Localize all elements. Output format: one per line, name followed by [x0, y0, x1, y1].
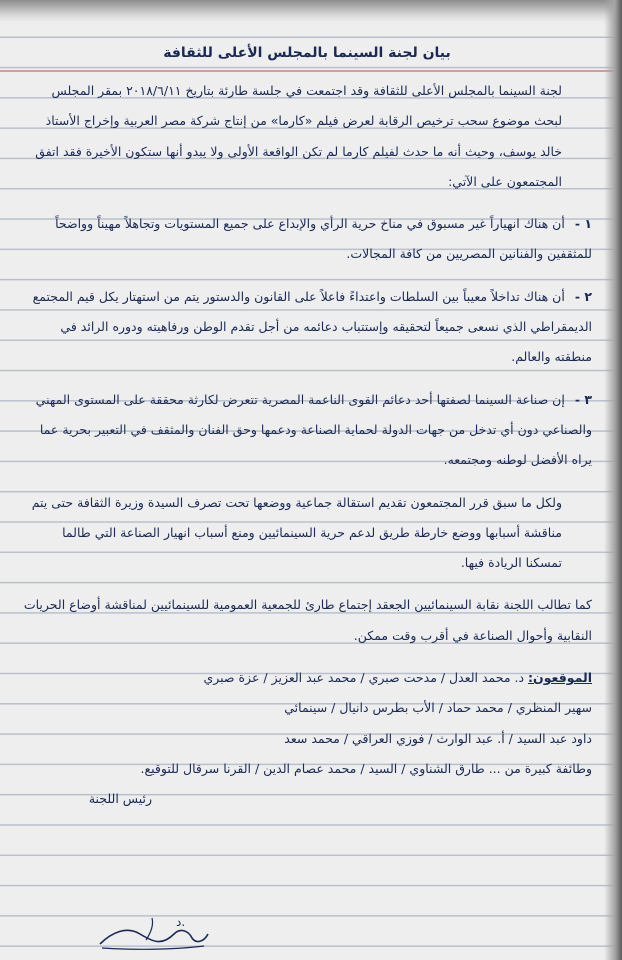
signers-line-2: سهير المنظري / محمد حماد / الأب بطرس دانيال / سينمائي	[284, 700, 592, 716]
signers-label: الموقعون:	[528, 670, 592, 686]
signature-prefix: د.	[176, 915, 186, 929]
handwritten-signature	[92, 904, 212, 954]
item-3-text: إن صناعة السينما لصفتها أحد دعائم القوى الناعمة المصرية تتعرض لكارثة محققة على المستوى المهني والصناعي دون أي تدخل من جهات الدولة لحماية الصناعة ودعمها وحق الفنان والمثقف في التعبير بحرية عما يراه الأفضل لوطنه ومجتمعه.	[35, 391, 592, 468]
signers-line-3: داود عبد السيد / أ. عبد الوارث / فوزي العراقي / محمد سعد	[284, 730, 592, 746]
item-1-number: ١ -	[574, 216, 592, 232]
page-top-shadow	[0, 0, 622, 22]
signers-line-1	[22, 663, 592, 693]
item-2-text: أن هناك تداخلاً معيباً بين السلطات واعتداءً فاعلاً على القانون والدستور يتم من استهتار يكل قيم المجتمع الديمقراطي الذي نسعى جميعاً لتحقيقه وإستتباب دعائمه من أجل تقدم الوطن ورفاهيته ودوره الرائد في منطقته والعالم.	[32, 288, 592, 365]
item-3-number: ٣ -	[574, 391, 592, 407]
item-1	[22, 209, 592, 270]
signers-line-4: وطائفة كبيرة من ... طارق الشناوي / السيد / محمد عصام الدين / القرنا سرقال للتوقيع.	[140, 760, 592, 776]
union-paragraph: كما تطالب اللجنة نقابة السينمائيين الجعقد إجتماع طارئ للجمعية العمومية للسينمائيين لمناقشة أوضاع الحريات النقابية وأحوال الصناعة في أقرب وقت ممكن.	[23, 597, 592, 643]
signers-names-1: د. محمد العدل / مدحت صبري / محمد عبد العزيز / عزة صبري	[203, 670, 525, 686]
page-edge-shadow	[604, 0, 622, 960]
demand-paragraph: ولكل ما سبق قرر المجتمعون تقديم استقالة جماعية ووضعها تحت تصرف السيدة وزيرة الثقافة حتى يتم مناقشة أسبابها ووضع خارطة طريق لدعم حرية السينمائيين ومنع أسباب انهيار الصناعة التي طالما تمسكنا الريادة فيها.	[31, 494, 562, 571]
item-2	[22, 282, 592, 373]
item-3	[22, 385, 592, 476]
item-1-text: أن هناك انهياراً غير مسبوق في مناخ حرية الرأي والإبداع على جميع المستويات وتجاهلاً مهيناً وواضحاً للمثقفين والفنانين المصريين من كافة المجالات.	[55, 216, 592, 262]
item-2-number: ٢ -	[574, 288, 592, 304]
signers-block	[22, 663, 592, 814]
committee-chair-label: رئيس اللجنة	[88, 791, 152, 807]
statement-title: بيان لجنة السينما بالمجلس الأعلى للثقافة	[163, 45, 451, 61]
intro-paragraph: لجنة السينما بالمجلس الأعلى للثقافة وقد اجتمعت في جلسة طارئة بتاريخ ٢٠١٨/٦/١١ بمقر المجلس لبحث موضوع سحب ترخيص الرقابة لعرض فيلم «كارما» من إنتاج شركة مصر العربية وإخراج الأستاذ خالد يوسف، وحيث أنه ما حدث لفيلم كارما لم تكن الواقعة الأولى ولا يبدو أنها ستكون الأخيرة فقد اتفق المجتمعون على الآتي:	[35, 83, 562, 189]
statement-text	[22, 38, 592, 815]
